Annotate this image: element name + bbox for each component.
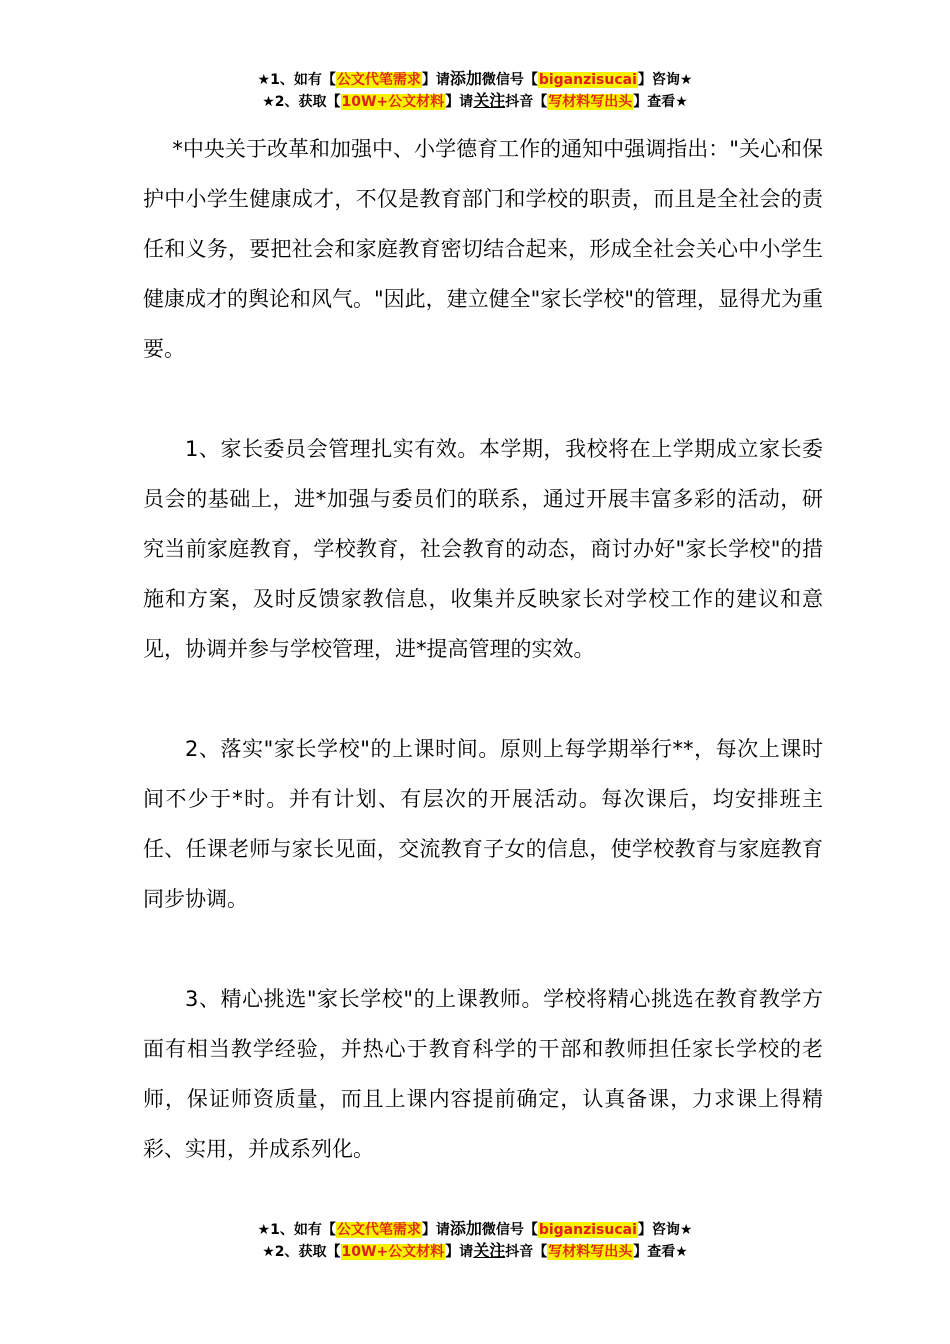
highlight-douyin: 写材料写出头 [548,1244,633,1260]
document-body [143,124,823,1174]
banner-line-2: ★2、获取【10W+公文材料】请关注抖音【写材料写出头】查看★ [262,91,688,110]
highlight-service: 公文代笔需求 [336,72,421,88]
paragraph-intro: *中央关于改革和加强中、小学德育工作的通知中强调指出："关心和保护中小学生健康成才，不仅是教育部门和学校的职责，而且是全社会的责任和义务，要把社会和家庭教育密切结合起来，形成全社会关心中小学生健康成才的舆论和风气。"因此，建立健全"家长学校"的管理，显得尤为重要。 [143,137,823,361]
highlight-materials: 10W+公文材料 [341,1244,445,1260]
footer-banner [0,1218,950,1262]
header-banner [0,68,950,112]
paragraph-item-3: 3、精心挑选"家长学校"的上课教师。学校将精心挑选在教育教学方面有相当教学经验，并热心于教育科学的干部和教师担任家长学校的老师，保证师资质量，而且上课内容提前确定，认真备课，力求课上得精彩、实用，并成系列化。 [143,987,823,1161]
banner-line-1: ★1、如有【公文代笔需求】请添加微信号【biganzisucai】咨询★ [257,1219,693,1238]
highlight-materials: 10W+公文材料 [341,94,445,110]
highlight-wechat-id: biganzisucai [538,72,637,88]
banner-line-1: ★1、如有【公文代笔需求】请添加微信号【biganzisucai】咨询★ [257,69,693,88]
banner-line-2: ★2、获取【10W+公文材料】请关注抖音【写材料写出头】查看★ [262,1241,688,1260]
highlight-douyin: 写材料写出头 [548,94,633,110]
highlight-wechat-id: biganzisucai [538,1222,637,1238]
paragraph-item-2: 2、落实"家长学校"的上课时间。原则上每学期举行**，每次上课时间不少于*时。并有计划、有层次的开展活动。每次课后，均安排班主任、任课老师与家长见面，交流教育子女的信息，使学校教育与家庭教育同步协调。 [143,737,823,911]
paragraph-item-1: 1、家长委员会管理扎实有效。本学期，我校将在上学期成立家长委员会的基础上，进*加强与委员们的联系，通过开展丰富多彩的活动，研究当前家庭教育，学校教育，社会教育的动态，商讨办好"家长学校"的措施和方案，及时反馈家教信息，收集并反映家长对学校工作的建议和意见，协调并参与学校管理，进*提高管理的实效。 [143,437,823,661]
highlight-service: 公文代笔需求 [336,1222,421,1238]
